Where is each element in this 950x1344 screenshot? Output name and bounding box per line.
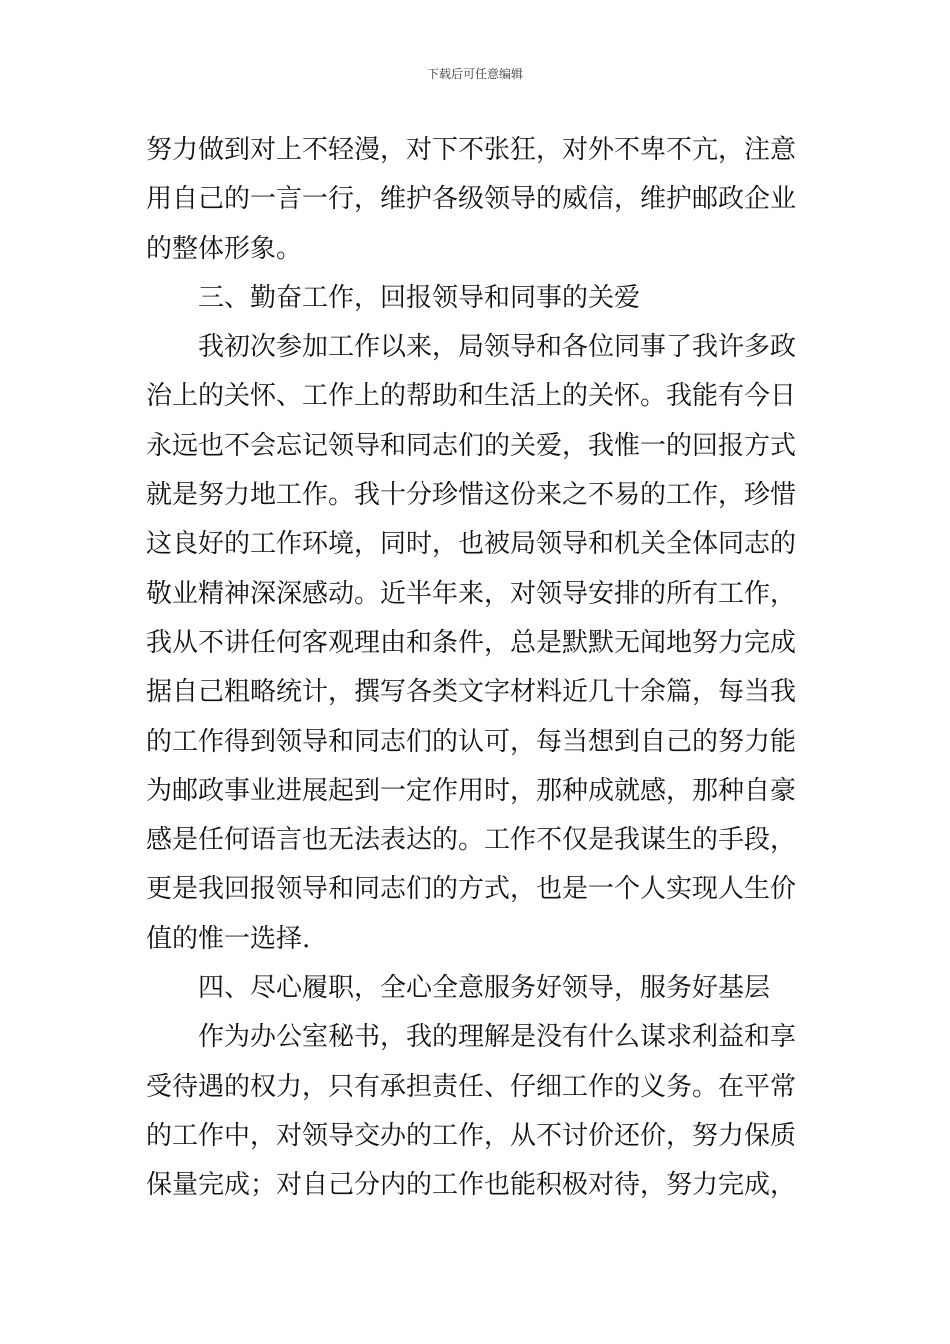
- section-heading: 四、尽心履职，全心全意服务好领导，服务好基层: [198, 973, 771, 1004]
- text-line: 作为办公室秘书，我的理解是没有什么谋求利益和享: [198, 1022, 797, 1053]
- text-line: 值的惟一选择.: [146, 923, 311, 954]
- text-line: 敬业精神深深感动。近半年来，对领导安排的所有工作，: [146, 578, 797, 609]
- text-line: 我从不讲任何客观理由和条件，总是默默无闻地努力完成: [146, 627, 797, 658]
- text-line: 这良好的工作环境，同时，也被局领导和机关全体同志的: [146, 529, 797, 560]
- text-line: 用自己的一言一行，维护各级领导的威信，维护邮政企业: [146, 184, 797, 215]
- text-line: 治上的关怀、工作上的帮助和生活上的关怀。我能有今日: [146, 381, 797, 412]
- text-line: 保量完成；对自己分内的工作也能积极对待，努力完成，: [146, 1170, 797, 1201]
- text-line: 努力做到对上不轻漫，对下不张狂，对外不卑不亢，注意: [146, 135, 797, 165]
- text-line: 感是任何语言也无法表达的。工作不仅是我谋生的手段，: [146, 825, 797, 856]
- text-line: 受待遇的权力，只有承担责任、仔细工作的义务。在平常: [146, 1071, 797, 1102]
- text-line: 据自己粗略统计，撰写各类文字材料近几十余篇，每当我: [146, 677, 797, 708]
- body-text: [146, 126, 808, 1211]
- text-line: 为邮政事业进展起到一定作用时，那种成就感，那种自豪: [146, 775, 797, 806]
- text-line: 永远也不会忘记领导和同志们的关爱，我惟一的回报方式: [146, 430, 797, 461]
- text-line: 的工作得到领导和同志们的认可，每当想到自己的努力能: [146, 726, 797, 757]
- text-line: 就是努力地工作。我十分珍惜这份来之不易的工作，珍惜: [146, 480, 797, 511]
- section-heading: 三、勤奋工作，回报领导和同事的关爱: [198, 282, 641, 313]
- text-line: 我初次参加工作以来，局领导和各位同事了我许多政: [198, 332, 797, 363]
- text-line: 的工作中，对领导交办的工作，从不讨价还价，努力保质: [146, 1120, 797, 1151]
- text-line: 更是我回报领导和同志们的方式，也是一个人实现人生价: [146, 874, 797, 905]
- text-line: 的整体形象。: [146, 233, 303, 264]
- page-header: 下载后可任意编辑: [426, 67, 523, 81]
